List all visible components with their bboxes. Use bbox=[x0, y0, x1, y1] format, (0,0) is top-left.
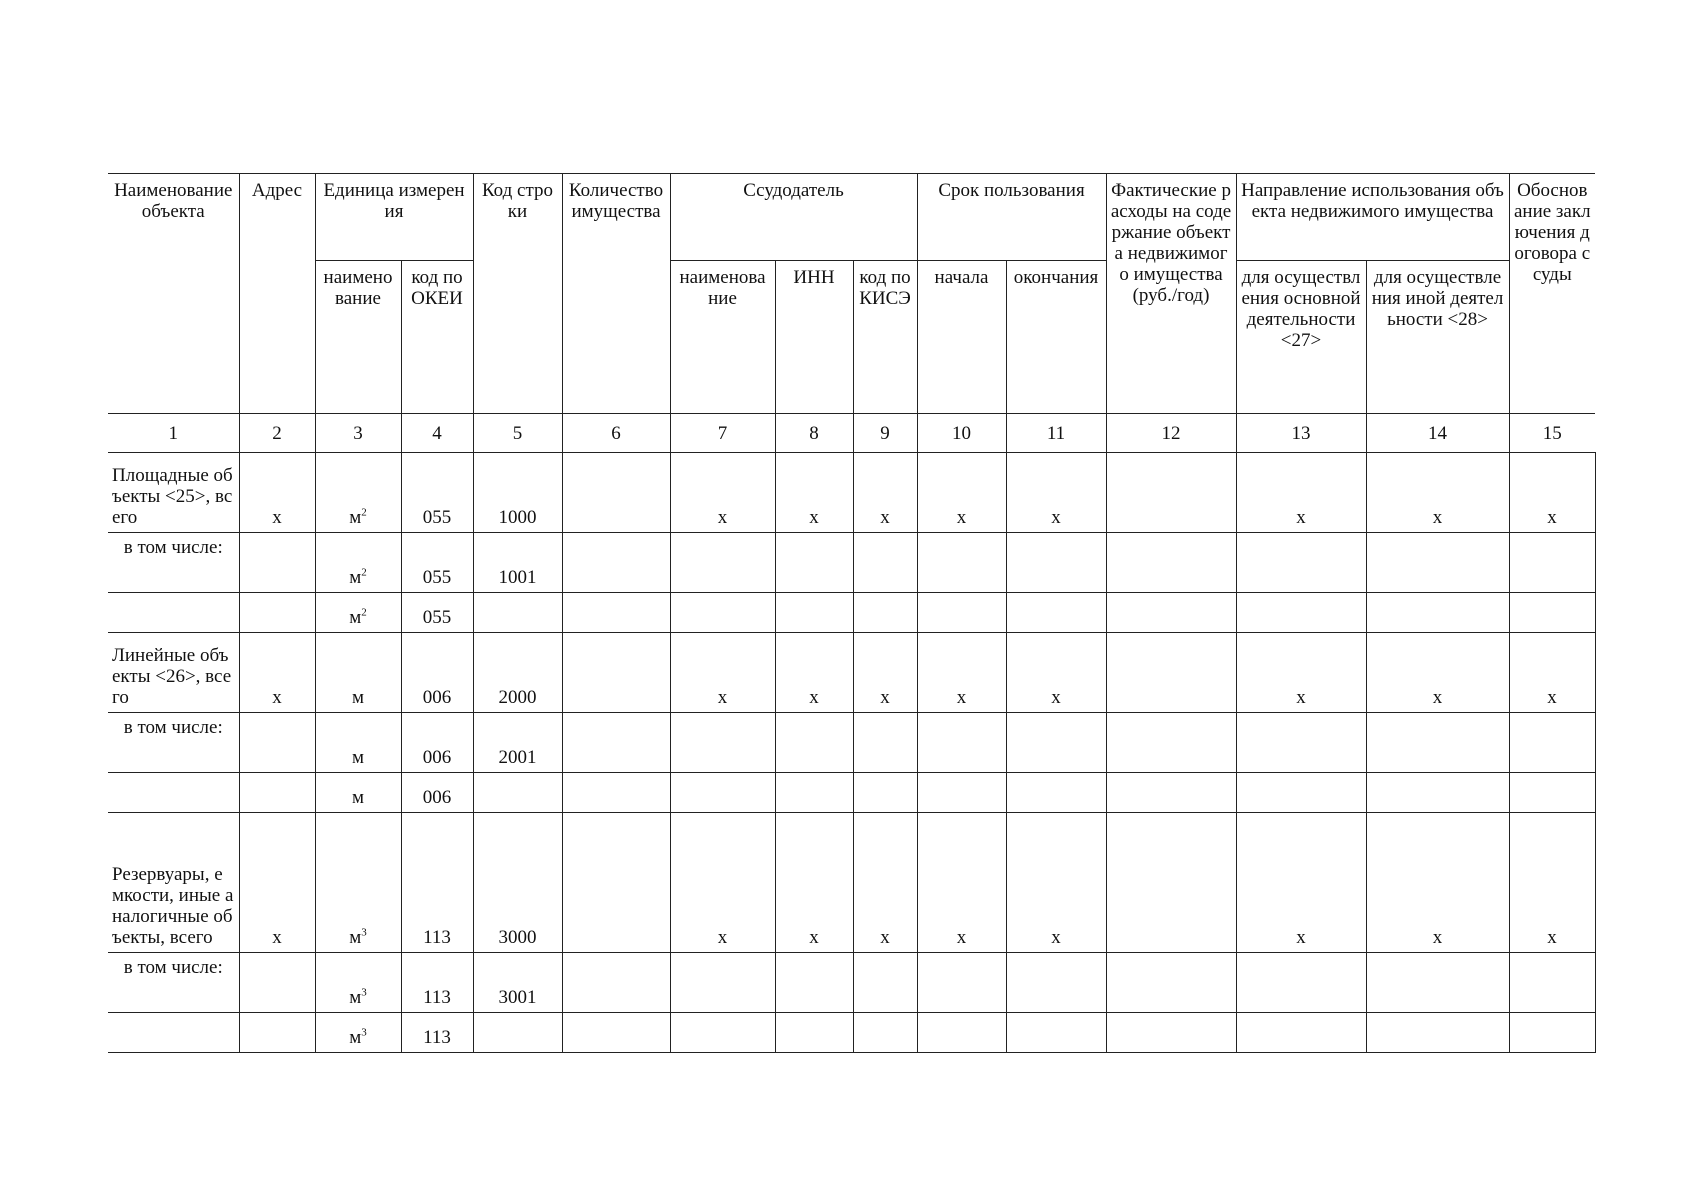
term-start-cell bbox=[917, 1013, 1006, 1053]
usage-other-cell bbox=[1366, 1013, 1509, 1053]
column-number: 15 bbox=[1509, 414, 1595, 453]
header-lender-group: Ссудодатель bbox=[670, 174, 917, 261]
lender-name-cell bbox=[670, 593, 775, 633]
basis-cell bbox=[1509, 533, 1595, 593]
unit-code-cell: 006 bbox=[401, 633, 473, 713]
basis-cell bbox=[1509, 953, 1595, 1013]
column-number: 13 bbox=[1236, 414, 1366, 453]
column-number: 5 bbox=[473, 414, 562, 453]
object-name-cell: Площадные объекты <25>, всего bbox=[108, 453, 239, 533]
row-code-cell: 1001 bbox=[473, 533, 562, 593]
header-usage-main: для осуществления основной деятельности <27> bbox=[1236, 261, 1366, 414]
unit-symbol: м bbox=[351, 747, 365, 768]
basis-cell: x bbox=[1509, 633, 1595, 713]
header-unit-code: код по ОКЕИ bbox=[401, 261, 473, 414]
lender-kise-cell bbox=[853, 953, 917, 1013]
expenses-cell bbox=[1106, 953, 1236, 1013]
row-code-cell bbox=[473, 1013, 562, 1053]
quantity-cell bbox=[562, 533, 670, 593]
unit-symbol: м bbox=[349, 507, 362, 528]
term-end-cell bbox=[1006, 1013, 1106, 1053]
quantity-cell bbox=[562, 1013, 670, 1053]
row-code-cell bbox=[473, 773, 562, 813]
usage-main-cell: x bbox=[1236, 813, 1366, 953]
lender-name-cell bbox=[670, 713, 775, 773]
header-lender-kise: код по КИСЭ bbox=[853, 261, 917, 414]
usage-main-cell: x bbox=[1236, 633, 1366, 713]
usage-other-cell: x bbox=[1366, 813, 1509, 953]
usage-main-cell bbox=[1236, 773, 1366, 813]
unit-code-cell: 055 bbox=[401, 533, 473, 593]
basis-cell: x bbox=[1509, 813, 1595, 953]
lender-kise-cell: x bbox=[853, 453, 917, 533]
unit-symbol: м bbox=[351, 787, 365, 808]
unit-exponent: 2 bbox=[361, 606, 367, 619]
object-name-cell bbox=[108, 593, 239, 633]
header-expenses: Фактические расходы на содержание объекта недвижимого имущества (руб./год) bbox=[1106, 174, 1236, 414]
expenses-cell bbox=[1106, 713, 1236, 773]
address-cell: x bbox=[239, 813, 315, 953]
usage-main-cell bbox=[1236, 713, 1366, 773]
row-code-cell: 3001 bbox=[473, 953, 562, 1013]
column-number: 2 bbox=[239, 414, 315, 453]
lender-kise-cell bbox=[853, 1013, 917, 1053]
quantity-cell bbox=[562, 813, 670, 953]
column-number: 8 bbox=[775, 414, 853, 453]
lender-kise-cell bbox=[853, 713, 917, 773]
column-number: 7 bbox=[670, 414, 775, 453]
unit-symbol: м bbox=[349, 567, 362, 588]
header-usage-group: Направление использования объекта недвижимого имущества bbox=[1236, 174, 1509, 261]
usage-other-cell bbox=[1366, 773, 1509, 813]
unit-exponent: 3 bbox=[361, 986, 367, 999]
term-start-cell: x bbox=[917, 633, 1006, 713]
unit-name-cell bbox=[315, 773, 401, 813]
table-row bbox=[108, 713, 1595, 773]
object-name-cell: Линейные объекты <26>, всего bbox=[108, 633, 239, 713]
basis-cell bbox=[1509, 713, 1595, 773]
unit-code-cell: 006 bbox=[401, 773, 473, 813]
term-end-cell bbox=[1006, 593, 1106, 633]
usage-other-cell: x bbox=[1366, 453, 1509, 533]
usage-other-cell: x bbox=[1366, 633, 1509, 713]
header-object-name: Наименование объекта bbox=[108, 174, 239, 414]
column-number-row bbox=[108, 414, 1595, 453]
unit-exponent: 3 bbox=[361, 1026, 367, 1039]
lender-kise-cell bbox=[853, 593, 917, 633]
table-row bbox=[108, 593, 1595, 633]
unit-name-cell bbox=[315, 713, 401, 773]
term-end-cell: x bbox=[1006, 813, 1106, 953]
object-name-cell bbox=[108, 1013, 239, 1053]
expenses-cell bbox=[1106, 453, 1236, 533]
header-term-group: Срок пользования bbox=[917, 174, 1106, 261]
usage-main-cell bbox=[1236, 953, 1366, 1013]
table-row bbox=[108, 953, 1595, 1013]
column-number: 9 bbox=[853, 414, 917, 453]
address-cell bbox=[239, 773, 315, 813]
lender-name-cell bbox=[670, 953, 775, 1013]
row-code-cell: 1000 bbox=[473, 453, 562, 533]
unit-symbol: м bbox=[349, 607, 362, 628]
column-number: 3 bbox=[315, 414, 401, 453]
header-basis: Обоснование заключения договора ссуды bbox=[1509, 174, 1595, 414]
column-number: 4 bbox=[401, 414, 473, 453]
usage-main-cell bbox=[1236, 1013, 1366, 1053]
lender-inn-cell bbox=[775, 1013, 853, 1053]
quantity-cell bbox=[562, 713, 670, 773]
table-row bbox=[108, 633, 1595, 713]
header-usage-other: для осуществления иной деятельности <28> bbox=[1366, 261, 1509, 414]
quantity-cell bbox=[562, 593, 670, 633]
row-code-cell: 2001 bbox=[473, 713, 562, 773]
object-name-cell: в том числе: bbox=[108, 533, 239, 593]
lender-kise-cell: x bbox=[853, 633, 917, 713]
lender-name-cell bbox=[670, 1013, 775, 1053]
quantity-cell bbox=[562, 953, 670, 1013]
object-name-cell bbox=[108, 773, 239, 813]
address-cell: x bbox=[239, 633, 315, 713]
expenses-cell bbox=[1106, 633, 1236, 713]
unit-name-cell bbox=[315, 633, 401, 713]
unit-name-cell bbox=[315, 533, 401, 593]
property-form-table bbox=[108, 173, 1596, 1053]
quantity-cell bbox=[562, 633, 670, 713]
table-row bbox=[108, 813, 1595, 953]
row-code-cell: 2000 bbox=[473, 633, 562, 713]
term-start-cell bbox=[917, 533, 1006, 593]
header-term-end: окончания bbox=[1006, 261, 1106, 414]
unit-name-cell bbox=[315, 953, 401, 1013]
object-name-cell: в том числе: bbox=[108, 713, 239, 773]
table-row bbox=[108, 773, 1595, 813]
unit-symbol: м bbox=[349, 927, 362, 948]
term-start-cell: x bbox=[917, 813, 1006, 953]
expenses-cell bbox=[1106, 813, 1236, 953]
unit-code-cell: 113 bbox=[401, 1013, 473, 1053]
term-end-cell bbox=[1006, 713, 1106, 773]
table-row bbox=[108, 453, 1595, 533]
lender-inn-cell bbox=[775, 713, 853, 773]
lender-inn-cell: x bbox=[775, 813, 853, 953]
term-end-cell: x bbox=[1006, 453, 1106, 533]
unit-exponent: 2 bbox=[361, 506, 367, 519]
usage-other-cell bbox=[1366, 953, 1509, 1013]
term-end-cell bbox=[1006, 533, 1106, 593]
quantity-cell bbox=[562, 453, 670, 533]
term-end-cell: x bbox=[1006, 633, 1106, 713]
header-address: Адрес bbox=[239, 174, 315, 414]
lender-inn-cell bbox=[775, 953, 853, 1013]
address-cell bbox=[239, 713, 315, 773]
lender-inn-cell bbox=[775, 773, 853, 813]
header-lender-name: наименование bbox=[670, 261, 775, 414]
unit-code-cell: 113 bbox=[401, 953, 473, 1013]
lender-inn-cell bbox=[775, 593, 853, 633]
basis-cell bbox=[1509, 593, 1595, 633]
address-cell bbox=[239, 593, 315, 633]
term-start-cell bbox=[917, 713, 1006, 773]
header-term-start: начала bbox=[917, 261, 1006, 414]
unit-code-cell: 055 bbox=[401, 593, 473, 633]
unit-symbol: м bbox=[349, 987, 362, 1008]
expenses-cell bbox=[1106, 1013, 1236, 1053]
unit-name-cell bbox=[315, 593, 401, 633]
unit-code-cell: 006 bbox=[401, 713, 473, 773]
usage-main-cell bbox=[1236, 593, 1366, 633]
object-name-cell: Резервуары, емкости, иные аналогичные объекты, всего bbox=[108, 813, 239, 953]
lender-inn-cell: x bbox=[775, 453, 853, 533]
table-row bbox=[108, 533, 1595, 593]
term-start-cell bbox=[917, 773, 1006, 813]
column-number: 11 bbox=[1006, 414, 1106, 453]
column-number: 14 bbox=[1366, 414, 1509, 453]
unit-exponent: 3 bbox=[361, 926, 367, 939]
quantity-cell bbox=[562, 773, 670, 813]
basis-cell bbox=[1509, 1013, 1595, 1053]
header-lender-inn: ИНН bbox=[775, 261, 853, 414]
basis-cell bbox=[1509, 773, 1595, 813]
table-row bbox=[108, 1013, 1595, 1053]
header-quantity: Количество имущества bbox=[562, 174, 670, 414]
expenses-cell bbox=[1106, 773, 1236, 813]
address-cell: x bbox=[239, 453, 315, 533]
usage-main-cell: x bbox=[1236, 453, 1366, 533]
lender-name-cell: x bbox=[670, 813, 775, 953]
header-unit-name: наименование bbox=[315, 261, 401, 414]
header-unit-group: Единица измерения bbox=[315, 174, 473, 261]
unit-symbol: м bbox=[351, 687, 365, 708]
lender-kise-cell bbox=[853, 773, 917, 813]
unit-name-cell bbox=[315, 1013, 401, 1053]
term-start-cell bbox=[917, 593, 1006, 633]
lender-kise-cell bbox=[853, 533, 917, 593]
address-cell bbox=[239, 953, 315, 1013]
term-end-cell bbox=[1006, 773, 1106, 813]
term-start-cell bbox=[917, 953, 1006, 1013]
column-number: 12 bbox=[1106, 414, 1236, 453]
row-code-cell bbox=[473, 593, 562, 633]
usage-other-cell bbox=[1366, 713, 1509, 773]
lender-inn-cell bbox=[775, 533, 853, 593]
unit-symbol: м bbox=[349, 1027, 362, 1048]
header-row-code: Код строки bbox=[473, 174, 562, 414]
term-end-cell bbox=[1006, 953, 1106, 1013]
column-number: 6 bbox=[562, 414, 670, 453]
term-start-cell: x bbox=[917, 453, 1006, 533]
lender-name-cell: x bbox=[670, 453, 775, 533]
unit-name-cell bbox=[315, 813, 401, 953]
basis-cell: x bbox=[1509, 453, 1595, 533]
column-number: 10 bbox=[917, 414, 1006, 453]
address-cell bbox=[239, 533, 315, 593]
address-cell bbox=[239, 1013, 315, 1053]
lender-name-cell bbox=[670, 773, 775, 813]
usage-other-cell bbox=[1366, 593, 1509, 633]
unit-name-cell bbox=[315, 453, 401, 533]
expenses-cell bbox=[1106, 533, 1236, 593]
lender-kise-cell: x bbox=[853, 813, 917, 953]
lender-name-cell: x bbox=[670, 633, 775, 713]
unit-code-cell: 055 bbox=[401, 453, 473, 533]
usage-main-cell bbox=[1236, 533, 1366, 593]
column-number: 1 bbox=[108, 414, 239, 453]
object-name-cell: в том числе: bbox=[108, 953, 239, 1013]
usage-other-cell bbox=[1366, 533, 1509, 593]
unit-exponent: 2 bbox=[361, 566, 367, 579]
lender-inn-cell: x bbox=[775, 633, 853, 713]
expenses-cell bbox=[1106, 593, 1236, 633]
lender-name-cell bbox=[670, 533, 775, 593]
unit-code-cell: 113 bbox=[401, 813, 473, 953]
row-code-cell: 3000 bbox=[473, 813, 562, 953]
